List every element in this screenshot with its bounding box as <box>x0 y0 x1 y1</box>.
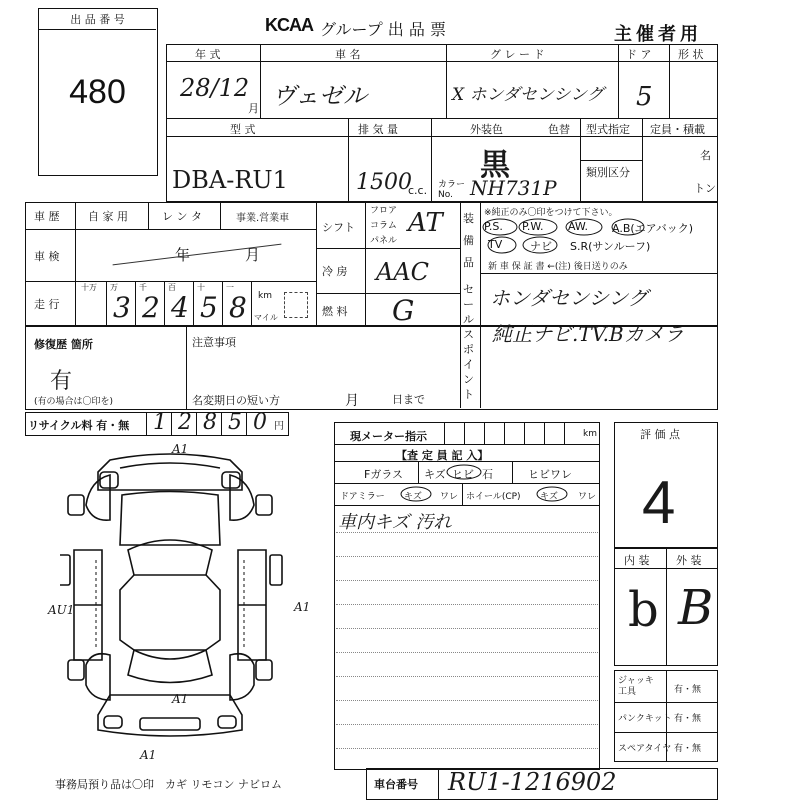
mileage-place-label: 十 <box>197 283 205 292</box>
note-line <box>336 556 598 557</box>
brand-logo: KCAA <box>265 15 313 35</box>
recycle-digit: 1 <box>153 410 167 435</box>
color-change-label: 色替 <box>548 123 570 136</box>
color-value: 黒 <box>480 148 510 183</box>
equipment-ab: A.B(エアバック) <box>612 222 694 235</box>
meter-label: 現メーター指示 <box>350 430 427 443</box>
year-label: 年 式 <box>195 48 221 61</box>
capacity-unit-tons: トン <box>694 182 716 195</box>
inspector-note: 車内キズ 汚れ <box>338 512 452 533</box>
exterior-color-label: 外装色 <box>470 123 503 136</box>
accessory-jack-label: ジャッキ 工具 <box>618 676 654 697</box>
displacement-unit: c.c. <box>408 184 428 197</box>
equipment-label: 装備品 <box>463 212 474 269</box>
color-number-value: NH731P <box>470 176 557 200</box>
meter-cell-divider <box>444 422 445 444</box>
mileage-cell <box>223 281 252 326</box>
wheel-label: ホイール(CP) <box>466 492 521 502</box>
equipment-pw: P.W. <box>522 220 544 233</box>
rating-value: 4 <box>642 469 676 536</box>
recycle-digit: 8 <box>203 410 217 435</box>
meter-cell-divider <box>564 422 565 444</box>
mark-rear-top: A1 <box>172 692 189 706</box>
interior-value: b <box>628 582 659 638</box>
sales-point-label: セールスポイント <box>463 283 474 401</box>
mileage-digit: 5 <box>200 291 218 324</box>
category-label: 類別区分 <box>586 166 630 179</box>
accessory-puncture-label: パンクキット <box>618 714 672 724</box>
grade-label: グ レ ー ド <box>490 48 545 61</box>
displacement-value: 1500 <box>356 170 412 195</box>
accessory-spare-label: スペアタイヤ <box>618 744 672 754</box>
chassis-label: 車台番号 <box>374 778 418 791</box>
shift-label: シフト <box>322 221 355 234</box>
note-line <box>336 748 598 749</box>
meter-cell-divider <box>464 422 465 444</box>
recycle-cell <box>171 412 196 436</box>
mileage-digit: 2 <box>142 291 160 324</box>
accessory-spare-value: 有・無 <box>674 744 702 754</box>
mileage-cell <box>107 281 136 326</box>
recycle-cell <box>146 412 171 436</box>
warranty-note: 新 車 保 証 書 ←(注) 後日送りのみ <box>488 262 628 272</box>
equipment-ps: P.S. <box>484 220 503 233</box>
note-line <box>336 532 598 533</box>
business-use-label: 事業.営業車 <box>236 213 290 224</box>
rating-label: 評 価 点 <box>640 428 680 441</box>
car-diagram <box>60 450 330 760</box>
mark-left: AU1 <box>48 603 75 617</box>
inspection-year-unit: 年 <box>175 246 191 264</box>
glass-circle <box>444 462 484 482</box>
mileage-checkbox <box>284 292 308 318</box>
sales-point-line1: ホンダセンシング <box>490 286 648 310</box>
mirror-circle <box>398 485 434 503</box>
exterior-value: B <box>678 580 714 636</box>
form-title: グループ 出 品 票 <box>320 20 446 39</box>
lot-number-label: 出 品 番 号 <box>39 11 156 30</box>
capacity-label: 定員・積載 <box>650 123 705 136</box>
history-label: 車 歴 <box>34 210 60 223</box>
recycle-cell <box>246 412 271 436</box>
mileage-label: 走 行 <box>34 298 60 311</box>
mileage-place-label: 百 <box>168 283 176 292</box>
chassis-value: RU1-1216902 <box>448 768 617 796</box>
lot-number-value: 480 <box>69 73 126 111</box>
mileage-place-label: 万 <box>110 283 118 292</box>
mirror-option-scratch: キズ <box>404 492 422 502</box>
mileage-place-label: 一 <box>226 283 234 292</box>
fuel-label: 燃 料 <box>322 305 348 318</box>
shift-option-column: コラム <box>370 221 397 231</box>
ac-label: 冷 房 <box>322 265 348 278</box>
year-value: 28/12 <box>180 74 250 102</box>
wheel-circle <box>534 485 570 503</box>
equipment-tv: TV <box>488 238 503 251</box>
accessory-jack-value: 有・無 <box>674 685 702 695</box>
type-designation-label: 型式指定 <box>586 123 630 136</box>
recycle-digit: 2 <box>178 410 192 435</box>
recycle-label: リサイクル料 有・無 <box>28 419 130 432</box>
mark-front: A1 <box>172 442 189 456</box>
private-use-label: 自 家 用 <box>88 210 128 223</box>
mileage-place-label: 千 <box>139 283 147 292</box>
note-line <box>336 580 598 581</box>
meter-cell-divider <box>504 422 505 444</box>
rental-label: レ ン タ <box>162 210 202 223</box>
note-line <box>336 700 598 701</box>
equipment-sunroof: S.R(サンルーフ) <box>570 240 651 253</box>
deadline-day: 日まで <box>392 393 425 406</box>
glass-option-split: ヒビワレ <box>528 468 572 481</box>
model-value: DBA-RU1 <box>172 166 288 194</box>
meter-cell-divider <box>544 422 545 444</box>
notes-label: 注意事項 <box>192 336 236 349</box>
wheel-option-crack: ワレ <box>578 492 597 502</box>
office-note: 事務局預り品は〇印 カギ リモコン ナビロム <box>55 778 282 791</box>
color-number-label: カラー No. <box>438 180 466 200</box>
front-glass-label: Fガラス <box>364 468 403 481</box>
mileage-cell <box>165 281 194 326</box>
mileage-cell <box>78 281 107 326</box>
repair-history-label: 修復歴 箇所 <box>34 338 93 351</box>
mileage-unit-km: km <box>258 291 272 301</box>
mark-right: A1 <box>294 600 311 614</box>
mileage-cell <box>194 281 223 326</box>
grade-value: X ホンダセンシング <box>452 85 604 105</box>
note-line <box>336 724 598 725</box>
inspection-label: 車 検 <box>34 250 60 263</box>
meter-cell-divider <box>524 422 525 444</box>
door-mirror-label: ドアミラー <box>340 492 385 502</box>
inspection-month-unit: 月 <box>245 246 261 264</box>
car-name-value: ヴェゼル <box>272 82 368 110</box>
year-month-unit: 月 <box>248 102 259 115</box>
sales-point-line2: 純正ナビ.TV.Bカメラ <box>492 322 684 346</box>
mileage-digit: 8 <box>229 291 247 324</box>
doors-label: ド ア <box>626 48 652 61</box>
displacement-label: 排 気 量 <box>358 123 398 136</box>
recycle-digit: 0 <box>253 410 267 435</box>
exterior-label: 外 装 <box>676 554 702 567</box>
mark-rear-bottom: A1 <box>140 748 157 762</box>
note-line <box>336 628 598 629</box>
car-name-label: 車 名 <box>335 48 361 61</box>
note-line <box>336 652 598 653</box>
equipment-aw: AW. <box>568 220 589 233</box>
deadline-label: 名変期日の短い方 <box>192 394 280 407</box>
mileage-cell <box>136 281 165 326</box>
glass-option-scratch: キズ <box>424 468 446 481</box>
repair-history-value: 有 <box>50 369 73 394</box>
glass-option-chip: 石 <box>482 468 493 481</box>
meter-unit: km <box>583 429 597 439</box>
note-line <box>336 604 598 605</box>
model-label: 型 式 <box>230 123 256 136</box>
copy-type: 主催者用 <box>614 24 702 45</box>
capacity-unit-persons: 名 <box>700 149 711 162</box>
wheel-option-scratch: キズ <box>540 492 558 502</box>
equipment-circles <box>480 214 718 256</box>
note-line <box>336 676 598 677</box>
body-type-label: 形 状 <box>678 48 704 61</box>
repair-notes-table <box>25 326 718 410</box>
mirror-option-crack: ワレ <box>440 492 459 502</box>
inspector-title: 【査 定 員 記 入】 <box>396 449 489 462</box>
accessory-puncture-value: 有・無 <box>674 714 702 724</box>
interior-label: 内 装 <box>624 554 650 567</box>
fuel-value: G <box>392 294 415 327</box>
glass-option-crack: ヒビ <box>452 468 474 481</box>
recycle-digit: 5 <box>228 410 242 435</box>
deadline-month: 月 <box>345 393 359 409</box>
equipment-note: ※純正のみ〇印をつけて下さい。 <box>484 208 618 218</box>
doors-value: 5 <box>636 82 653 112</box>
equipment-navi: ナビ <box>530 240 552 253</box>
recycle-unit: 円 <box>274 421 284 432</box>
shift-option-floor: フロア <box>370 206 398 216</box>
mileage-digit: 4 <box>171 291 189 324</box>
recycle-cell <box>196 412 221 436</box>
lot-number-box <box>38 8 158 176</box>
ac-value: AAC <box>376 258 430 286</box>
mileage-place-label: 十万 <box>81 283 97 292</box>
mileage-digit: 3 <box>113 291 131 324</box>
repair-history-note: (有の場合は〇印を) <box>34 397 114 407</box>
shift-value: AT <box>408 208 443 238</box>
mileage-unit-mile: マイル <box>254 313 278 322</box>
meter-cell-divider <box>484 422 485 444</box>
shift-option-panel: パネル <box>370 236 398 246</box>
recycle-cell <box>221 412 246 436</box>
